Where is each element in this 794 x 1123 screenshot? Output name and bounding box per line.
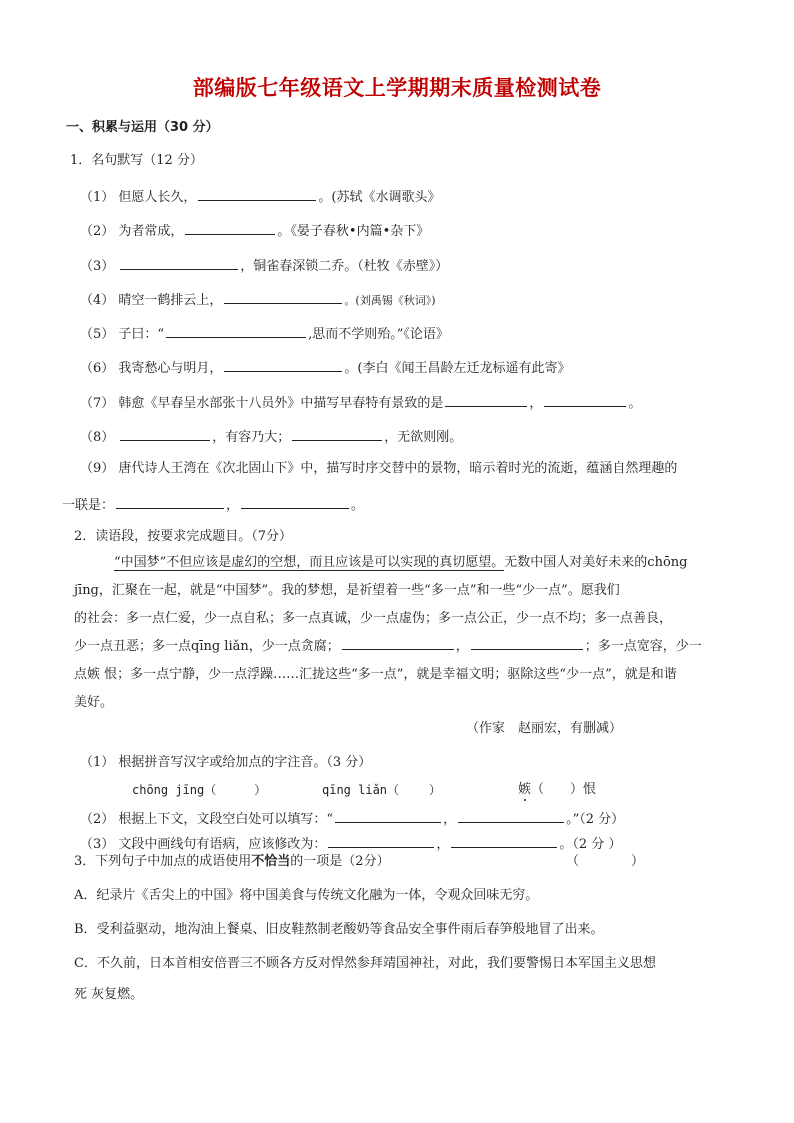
q1-item-9-prefix: 一联是：	[62, 498, 115, 513]
question-3-heading	[74, 853, 390, 871]
passage-source: （作家 赵丽宏，有删减）	[466, 721, 623, 736]
q1-item-5	[80, 323, 449, 344]
q2-sub-2-sep: ，	[443, 812, 457, 827]
answer-blank[interactable]	[292, 426, 382, 441]
passage-text: ，	[455, 639, 469, 654]
paren-close: ）	[429, 783, 442, 797]
answer-blank[interactable]	[116, 494, 224, 509]
question-1-heading: 1．名句默写（12 分）	[70, 153, 203, 168]
passage-line: 的社会：多一点仁爱，少一点自私；多一点真诚，少一点虚伪；多一点公正，少一点不均；多一点善良，	[74, 611, 673, 626]
q1-item-3	[80, 255, 448, 276]
q2-sub-3-sep: ，	[436, 837, 450, 852]
q1-item-6	[80, 357, 570, 378]
q2-sub-1-pinyin-1	[132, 781, 266, 799]
answer-blank[interactable]	[544, 392, 626, 407]
answer-blank[interactable]	[224, 289, 342, 304]
q1-item-7-prefix: （7） 韩愈《早春呈水部张十八员外》中描写早春特有景致的是	[80, 396, 444, 411]
q1-item-9-line1: （9） 唐代诗人王湾在《次北固山下》中，描写时序交替中的景物，暗示着时光的流逝，蕴涵自然理趣的	[80, 461, 678, 476]
q1-item-7-sep: ，	[529, 396, 543, 411]
q1-item-8	[80, 426, 462, 447]
q1-item-1	[80, 186, 440, 207]
answer-blank[interactable]	[120, 426, 210, 441]
q3-head-text: 3．下列句子中加点的成语使用	[74, 854, 252, 869]
answer-blank[interactable]	[335, 808, 441, 823]
q3-head-emphasis: 不恰当	[251, 854, 291, 869]
pinyin-label: chōng jīng（	[132, 783, 217, 797]
q2-sub-3-suffix: 。（2 分 ）	[559, 837, 622, 852]
q3-head-text: 的一项是（2分）	[290, 854, 390, 869]
q1-item-8-mid: ，有容乃大；	[212, 430, 291, 445]
q1-item-6-suffix: 。(李白《闻王昌龄左迁龙标遥有此寄》	[344, 361, 571, 376]
dotted-character: 嫉	[518, 782, 532, 797]
q1-item-2	[80, 220, 429, 241]
passage-text: ；多一点宽容，少一	[584, 639, 702, 654]
q1-item-8-suffix: ，无欲则刚。	[384, 430, 463, 445]
q1-item-8-prefix: （8）	[80, 430, 115, 445]
q1-item-2-prefix: （2） 为者常成，	[80, 224, 184, 239]
page-title: 部编版七年级语文上学期期末质量检测试卷	[192, 76, 602, 100]
answer-blank[interactable]	[241, 494, 349, 509]
q1-item-9-suffix: 。	[351, 498, 365, 513]
q3-option-a: A．纪录片《舌尖上的中国》将中国美食与传统文化融为一体，令观众回味无穷。	[74, 888, 539, 903]
q3-option-c-line2: 死 灰复燃。	[74, 987, 144, 1002]
q2-sub-1-pinyin-2	[322, 781, 441, 799]
q1-item-9-sep: ，	[226, 498, 240, 513]
q1-item-4-prefix: （4） 晴空一鹤排云上，	[80, 293, 223, 308]
q2-sub-2	[80, 808, 624, 829]
q3-option-c-line1: C．不久前，日本首相安倍晋三不顾各方反对悍然参拜靖国神社，对此，我们要警惕日本军国主义思想	[74, 956, 656, 971]
q3-option-b: B．受利益驱动，地沟油上餐桌、旧皮鞋熬制老酸奶等食品安全事件雨后春笋般地冒了出来。	[74, 922, 604, 937]
reading-passage	[74, 549, 702, 717]
q1-item-1-suffix: 。(苏轼《水调歌头》	[318, 190, 441, 205]
q1-item-2-suffix: 。《晏子春秋•内篇•杂下》	[277, 224, 430, 239]
q2-sub-2-prefix: （2） 根据上下文，文段空白处可以填写：“	[80, 812, 334, 827]
passage-line	[74, 549, 702, 577]
q2-sub-2-suffix: 。”（2 分）	[566, 812, 625, 827]
q1-item-6-prefix: （6） 我寄愁心与明月，	[80, 361, 223, 376]
q1-item-1-prefix: （1） 但愿人长久，	[80, 190, 197, 205]
q1-item-7-suffix: 。	[628, 396, 642, 411]
passage-line: jīng，汇聚在一起，就是“中国梦”。我的梦想，是祈望着一些“多一点”和一些“少一点”。愿我们	[74, 583, 620, 598]
q2-sub-3-prefix: （3） 文段中画线句有语病，应该修改为：	[80, 837, 327, 852]
q3-answer-paren[interactable]: （ ）	[566, 854, 645, 869]
q2-sub-1-ji	[518, 781, 596, 799]
answer-blank[interactable]	[224, 357, 342, 372]
section-heading: 一、积累与运用（30 分）	[66, 120, 219, 135]
q1-item-7	[80, 392, 641, 413]
q1-item-5-prefix: （5） 子曰：“	[80, 327, 165, 342]
paren-close: ）	[254, 783, 267, 797]
underlined-sentence: “中国梦”不但应该是虚幻的空想，而且应该是可以实现的真切愿望。	[114, 555, 505, 570]
q1-item-3-suffix: ，铜雀春深锁二乔。（杜牧《赤壁》）	[240, 259, 449, 274]
q1-item-5-suffix: ,思而不学则殆。”《论语》	[308, 327, 449, 342]
q2-sub-3	[80, 833, 621, 854]
question-2-heading: 2．读语段，按要求完成题目。（7分）	[74, 529, 293, 544]
answer-blank[interactable]	[120, 255, 238, 270]
answer-blank[interactable]	[198, 186, 316, 201]
answer-blank[interactable]	[445, 392, 527, 407]
answer-blank[interactable]	[342, 635, 454, 650]
answer-blank[interactable]	[166, 323, 306, 338]
passage-line: 点嫉 恨；多一点宁静，少一点浮躁……汇拢这些“多一点”，就是幸福文明；驱除这些“少一点”，就是和谐	[74, 667, 677, 682]
passage-line	[74, 633, 702, 661]
q1-item-4-suffix: 。(刘禹锡《秋词》)	[344, 294, 436, 307]
paren-answer: （ ）恨	[531, 782, 597, 797]
q1-item-4	[80, 289, 436, 310]
q2-sub-1: （1） 根据拼音写汉字或给加点的字注音。（3 分）	[80, 755, 372, 770]
answer-blank[interactable]	[471, 635, 583, 650]
passage-line: 美好。	[74, 695, 114, 710]
q1-item-9-line2	[62, 494, 364, 515]
q1-item-3-prefix: （3）	[80, 259, 115, 274]
passage-text: 少一点丑恶；多一点qīng liǎn，少一点贪腐；	[74, 639, 340, 654]
answer-blank[interactable]	[185, 220, 275, 235]
passage-text: 无数中国人对美好未来的chōng	[504, 555, 688, 570]
pinyin-label: qīng liǎn（	[322, 783, 400, 797]
answer-blank[interactable]	[328, 833, 434, 848]
answer-blank[interactable]	[458, 808, 564, 823]
answer-blank[interactable]	[451, 833, 557, 848]
